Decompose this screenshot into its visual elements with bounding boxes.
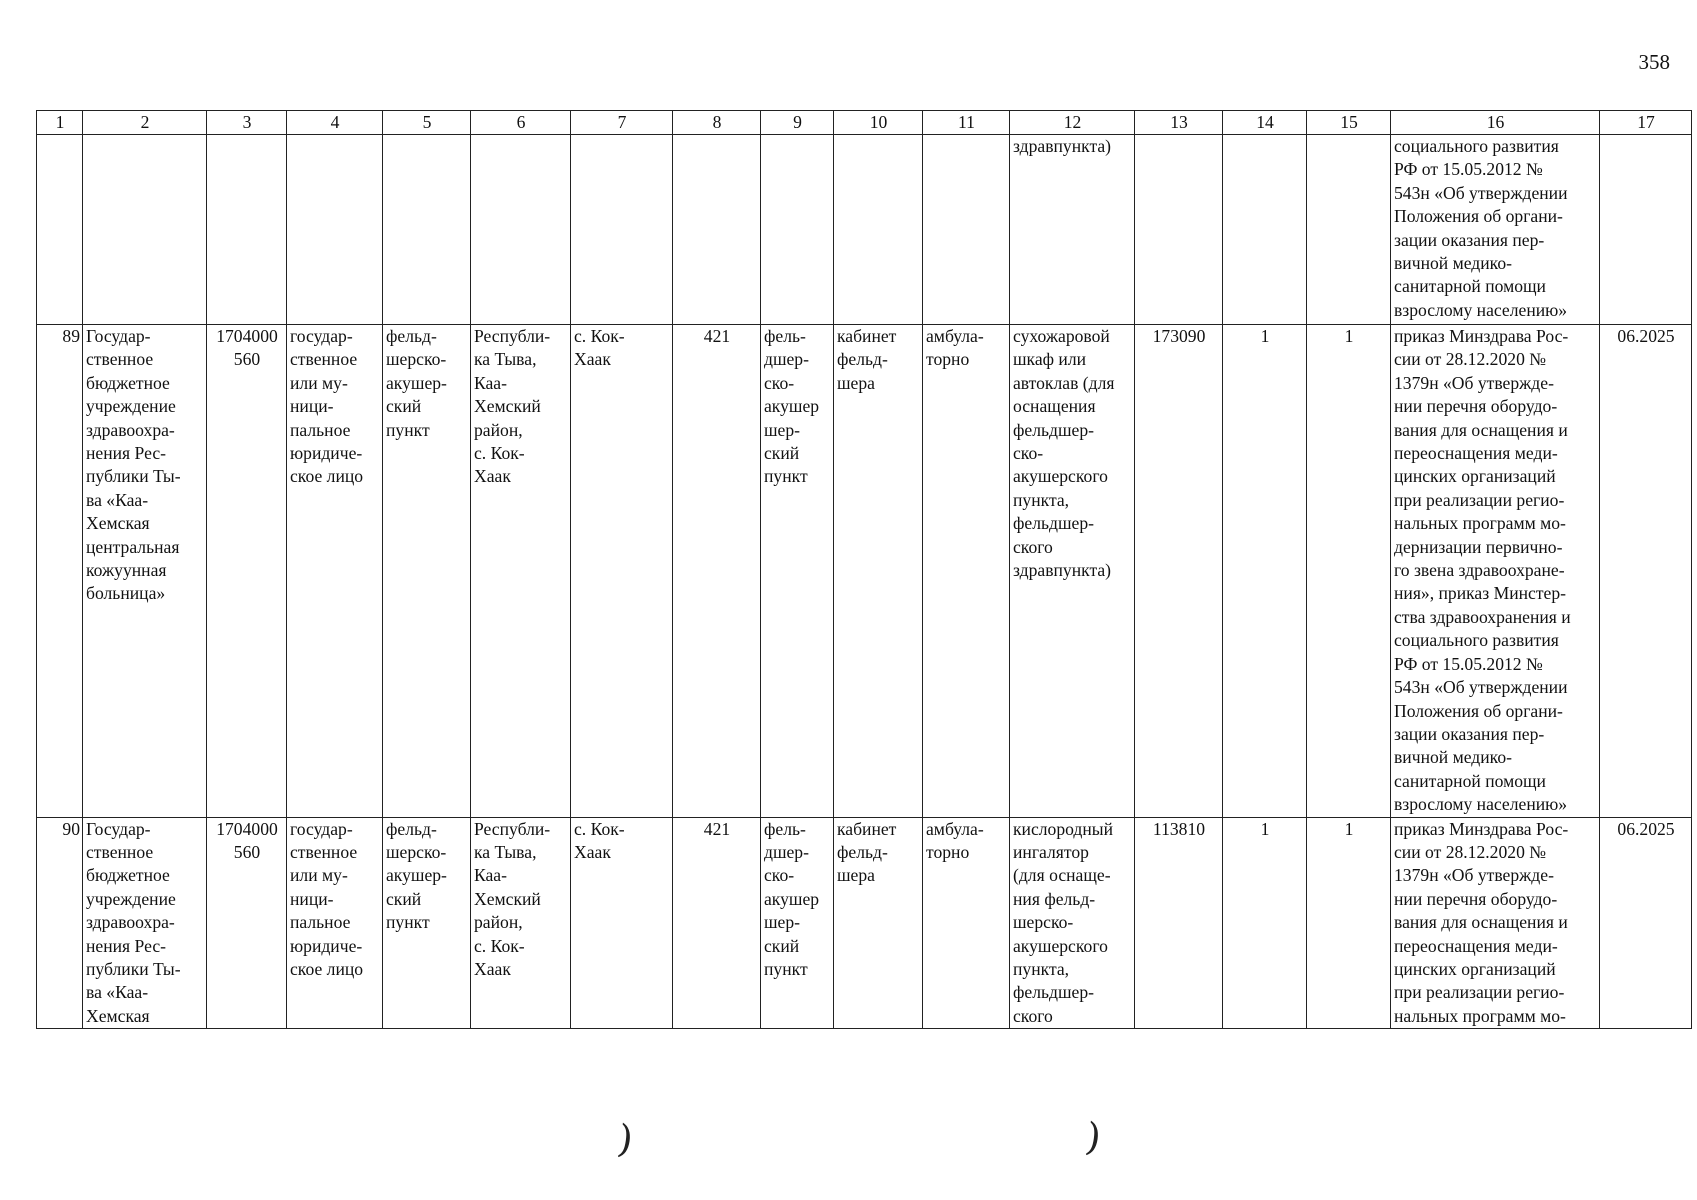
population-cell: 421 <box>673 817 761 1029</box>
quantity-cell: 1 <box>1223 325 1307 818</box>
row-number-cell: 90 <box>37 817 83 1029</box>
code-cell: 1704000 560 <box>207 325 287 818</box>
header-cell: 6 <box>471 111 571 135</box>
header-cell: 17 <box>1600 111 1692 135</box>
legal-basis-cell: социального развития РФ от 15.05.2012 № 543н «Об утверждении Положения об органи- зации оказания пер- вичной медико- санитарной помощи взрослому населению» <box>1391 135 1600 325</box>
table-cell <box>673 135 761 325</box>
header-cell: 7 <box>571 111 673 135</box>
header-cell: 3 <box>207 111 287 135</box>
organization-cell: Государ- ственное бюджетное учреждение здравоохра- нения Рес- публики Ты- ва «Каа- Хемская <box>83 817 207 1029</box>
header-cell: 4 <box>287 111 383 135</box>
table-cell <box>571 135 673 325</box>
date-cell: 06.2025 <box>1600 325 1692 818</box>
table-cell <box>383 135 471 325</box>
settlement-cell: с. Кок- Хаак <box>571 325 673 818</box>
equipment-cell: сухожаровой шкаф или автоклав (для оснащения фельдшер- ско- акушерского пункта, фельдшер- ского здравпункта) <box>1010 325 1135 818</box>
legal-form-cell: государ- ственное или му- ници- пальное юридиче- ское лицо <box>287 817 383 1029</box>
quantity-cell: 1 <box>1307 817 1391 1029</box>
care-mode-cell: амбула- торно <box>923 817 1010 1029</box>
table-cell <box>471 135 571 325</box>
table-cell <box>287 135 383 325</box>
code-cell: 1704000 560 <box>207 817 287 1029</box>
table-row <box>37 325 1692 818</box>
header-cell: 5 <box>383 111 471 135</box>
legal-basis-cell: приказ Минздрава Рос- сии от 28.12.2020 № 1379н «Об утвержде- нии перечня оборудо- вания для оснащения и переоснащения меди- цинских организаций при реализации регио- нальных программ мо- <box>1391 817 1600 1029</box>
quantity-cell: 1 <box>1307 325 1391 818</box>
header-cell: 16 <box>1391 111 1600 135</box>
data-table <box>36 110 1692 1029</box>
care-mode-cell: амбула- торно <box>923 325 1010 818</box>
legal-form-cell: государ- ственное или му- ници- пальное юридиче- ское лицо <box>287 325 383 818</box>
table-row <box>37 817 1692 1029</box>
header-cell: 14 <box>1223 111 1307 135</box>
table-cell <box>1135 135 1223 325</box>
page-number: 358 <box>1638 50 1670 74</box>
continuation-row <box>37 135 1692 325</box>
header-cell: 15 <box>1307 111 1391 135</box>
room-cell: кабинет фельд- шера <box>834 817 923 1029</box>
header-cell: 10 <box>834 111 923 135</box>
bottom-mark-right: ) <box>1083 1114 1104 1160</box>
legal-basis-cell: приказ Минздрава Рос- сии от 28.12.2020 № 1379н «Об утвержде- нии перечня оборудо- вания для оснащения и переоснащения меди- цинских организаций при реализации регио- нальных программ мо- дернизации первично- го звена здравоохране- ния», приказ Минстер- ства здравоохранения и социального развития РФ от 15.05.2012 № 543н «Об утверждении Положения об органи- зации оказания пер- вичной медико- санитарной помощи взрослому населению» <box>1391 325 1600 818</box>
facility-type-cell: фельд- шерско- акушер- ский пункт <box>383 817 471 1029</box>
table-cell <box>834 135 923 325</box>
equipment-cell: кислородный ингалятор (для оснаще- ния фельд- шерско- акушерского пункта, фельдшер- ского <box>1010 817 1135 1029</box>
population-cell: 421 <box>673 325 761 818</box>
unit-type-cell: фель- дшер- ско- акушер шер- ский пункт <box>761 817 834 1029</box>
table-cell <box>1307 135 1391 325</box>
header-cell: 12 <box>1010 111 1135 135</box>
table-cell <box>1223 135 1307 325</box>
header-cell: 1 <box>37 111 83 135</box>
address-cell: Республи- ка Тыва, Каа- Хемский район, с. Кок- Хаак <box>471 325 571 818</box>
header-cell: 9 <box>761 111 834 135</box>
table-cell <box>1600 135 1692 325</box>
address-cell: Республи- ка Тыва, Каа- Хемский район, с. Кок- Хаак <box>471 817 571 1029</box>
header-cell: 11 <box>923 111 1010 135</box>
row-number-cell: 89 <box>37 325 83 818</box>
unit-type-cell: фель- дшер- ско- акушер шер- ский пункт <box>761 325 834 818</box>
header-cell: 13 <box>1135 111 1223 135</box>
date-cell: 06.2025 <box>1600 817 1692 1029</box>
room-cell: кабинет фельд- шера <box>834 325 923 818</box>
table-cell <box>207 135 287 325</box>
table-cell <box>37 135 83 325</box>
bottom-mark-left: ) <box>615 1116 636 1162</box>
header-row <box>37 111 1692 135</box>
header-cell: 8 <box>673 111 761 135</box>
equipment-code-cell: 113810 <box>1135 817 1223 1029</box>
facility-type-cell: фельд- шерско- акушер- ский пункт <box>383 325 471 818</box>
header-cell: 2 <box>83 111 207 135</box>
organization-cell: Государ- ственное бюджетное учреждение здравоохра- нения Рес- публики Ты- ва «Каа- Хемская центральная кожуунная больница» <box>83 325 207 818</box>
table-cell <box>923 135 1010 325</box>
table-cell <box>83 135 207 325</box>
equipment-cell: здравпункта) <box>1010 135 1135 325</box>
table-cell <box>761 135 834 325</box>
equipment-code-cell: 173090 <box>1135 325 1223 818</box>
quantity-cell: 1 <box>1223 817 1307 1029</box>
settlement-cell: с. Кок- Хаак <box>571 817 673 1029</box>
